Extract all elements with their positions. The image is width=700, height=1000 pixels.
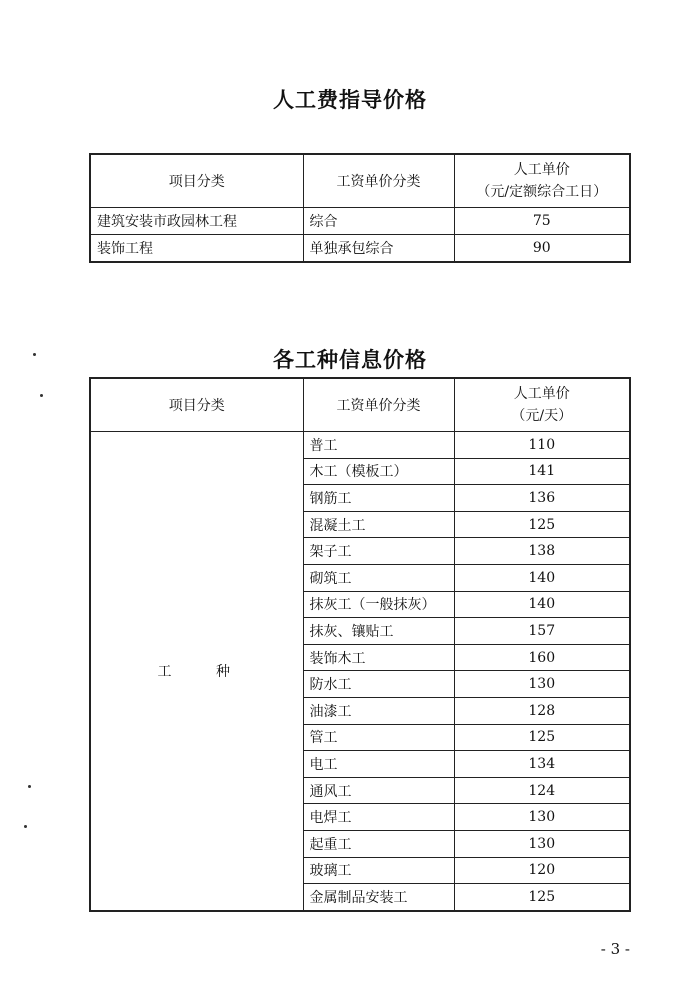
table-row bbox=[90, 208, 630, 235]
trade-name: 装饰木工 bbox=[303, 644, 454, 671]
trade-name: 木工（模板工） bbox=[303, 458, 454, 485]
scan-mark bbox=[28, 785, 31, 788]
trade-category-cell: 工 种 bbox=[90, 432, 303, 911]
labor-cost-guide-title: 人工费指导价格 bbox=[273, 88, 427, 112]
trade-price-info-title: 各工种信息价格 bbox=[273, 348, 427, 372]
header-unit-price bbox=[454, 154, 630, 208]
trade-price: 138 bbox=[454, 538, 630, 565]
trade-price: 141 bbox=[454, 458, 630, 485]
header-wage-type: 工资单价分类 bbox=[303, 378, 454, 432]
trade-price: 134 bbox=[454, 751, 630, 778]
trade-price: 125 bbox=[454, 511, 630, 538]
trade-name: 金属制品安装工 bbox=[303, 884, 454, 911]
labor-cost-guide-table bbox=[89, 153, 631, 263]
trade-name: 起重工 bbox=[303, 830, 454, 857]
trade-name: 抹灰工（一般抹灰） bbox=[303, 591, 454, 618]
trade-price: 140 bbox=[454, 591, 630, 618]
trade-name: 混凝土工 bbox=[303, 511, 454, 538]
trade-name: 砌筑工 bbox=[303, 564, 454, 591]
table-row bbox=[90, 235, 630, 263]
row-wage-type: 综合 bbox=[303, 208, 454, 235]
trade-name: 油漆工 bbox=[303, 697, 454, 724]
header-unit-price-line2: （元/天） bbox=[511, 408, 573, 424]
trade-price: 110 bbox=[454, 432, 630, 459]
trade-price: 128 bbox=[454, 697, 630, 724]
trade-name: 钢筋工 bbox=[303, 485, 454, 512]
trade-name: 管工 bbox=[303, 724, 454, 751]
trade-price: 160 bbox=[454, 644, 630, 671]
trade-price: 130 bbox=[454, 830, 630, 857]
header-unit-price-line1: 人工单价 bbox=[513, 162, 570, 178]
table-row bbox=[90, 432, 630, 459]
page-number: - 3 - bbox=[600, 940, 630, 958]
scan-mark bbox=[24, 825, 27, 828]
trade-name: 架子工 bbox=[303, 538, 454, 565]
header-wage-type: 工资单价分类 bbox=[303, 154, 454, 208]
table-header-row bbox=[90, 378, 630, 432]
row-price: 90 bbox=[454, 235, 630, 263]
trade-price: 125 bbox=[454, 884, 630, 911]
trade-name: 普工 bbox=[303, 432, 454, 459]
trade-price: 120 bbox=[454, 857, 630, 884]
trade-price: 157 bbox=[454, 618, 630, 645]
header-category: 项目分类 bbox=[90, 378, 303, 432]
trade-name: 电焊工 bbox=[303, 804, 454, 831]
trade-price: 130 bbox=[454, 804, 630, 831]
trade-price: 136 bbox=[454, 485, 630, 512]
trade-price: 124 bbox=[454, 777, 630, 804]
row-category: 装饰工程 bbox=[90, 235, 303, 263]
row-wage-type: 单独承包综合 bbox=[303, 235, 454, 263]
trade-name: 通风工 bbox=[303, 777, 454, 804]
trade-price: 125 bbox=[454, 724, 630, 751]
scan-mark bbox=[33, 353, 36, 356]
trade-name: 防水工 bbox=[303, 671, 454, 698]
trade-price: 140 bbox=[454, 564, 630, 591]
trade-name: 电工 bbox=[303, 751, 454, 778]
header-category: 项目分类 bbox=[90, 154, 303, 208]
header-unit-price-line2: （元/定额综合工日） bbox=[476, 184, 608, 200]
header-unit-price-line1: 人工单价 bbox=[513, 386, 570, 402]
trade-price: 130 bbox=[454, 671, 630, 698]
header-unit-price bbox=[454, 378, 630, 432]
trade-price-table bbox=[89, 377, 631, 912]
row-price: 75 bbox=[454, 208, 630, 235]
trade-name: 玻璃工 bbox=[303, 857, 454, 884]
table-header-row bbox=[90, 154, 630, 208]
row-category: 建筑安装市政园林工程 bbox=[90, 208, 303, 235]
scan-mark bbox=[40, 394, 43, 397]
trade-name: 抹灰、镶贴工 bbox=[303, 618, 454, 645]
